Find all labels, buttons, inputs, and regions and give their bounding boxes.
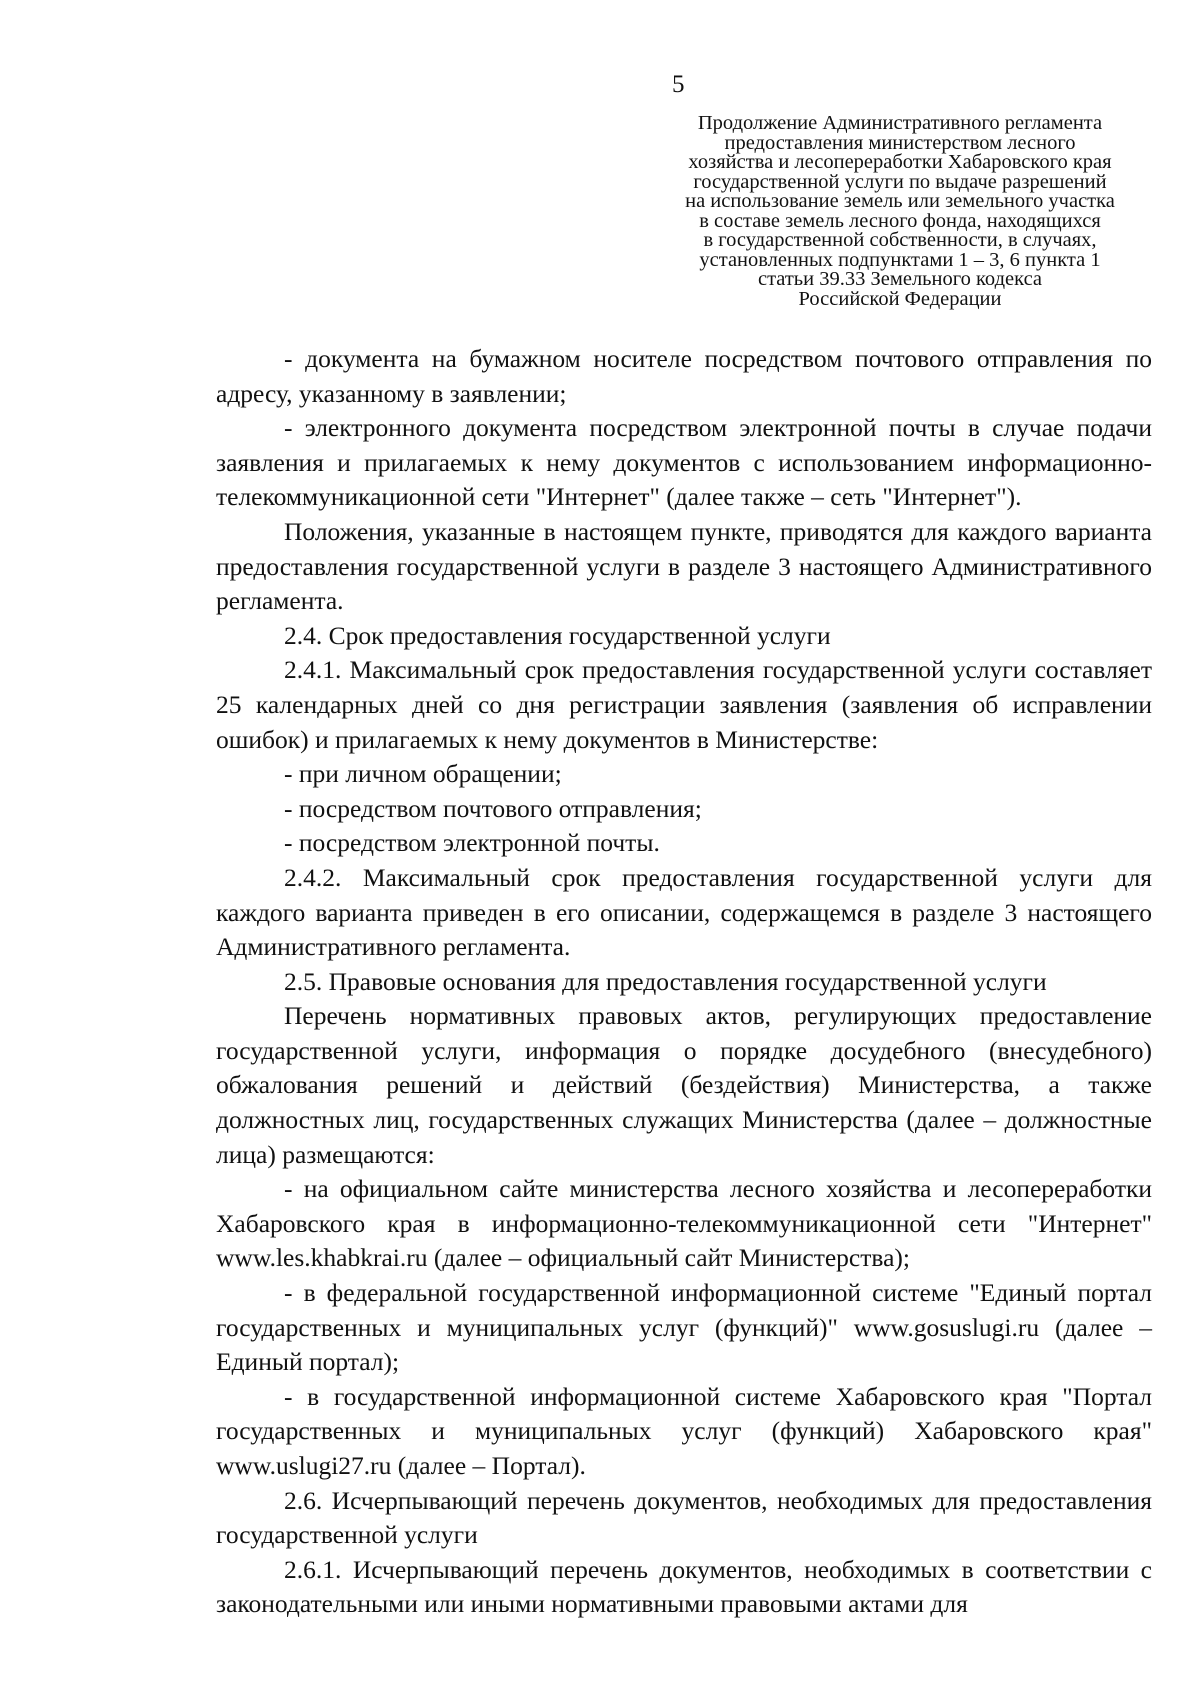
header-line: в государственной собственности, в случаях, <box>703 229 1097 251</box>
list-item-postal: - посредством почтового отправления; <box>284 793 702 823</box>
list-item-official-site: - на официальном сайте министерства лесного хозяйства и лесопереработки Хабаровского края в информационно-телекоммуникационной сети "Интернет" www.les.khabkrai.ru (далее – официальный сайт Министерства); <box>216 1174 1152 1273</box>
header-line: хозяйства и лесопереработки Хабаровского края <box>688 151 1112 173</box>
paragraph-provisions: Положения, указанные в настоящем пункте, приводятся для каждого варианта предоставления государственной услуги в разделе 3 настоящего Административного регламента. <box>216 516 1152 616</box>
paragraph-electronic-document: - электронного документа посредством электронной почты в случае подачи заявления и прилагаемых к нему документов с использованием информационно-телекоммуникационной сети "Интернет" (далее также – сеть "Интернет"). <box>216 413 1152 512</box>
header-line: Продолжение Административного регламента <box>697 112 1103 134</box>
header-line: предоставления министерством лесного <box>724 131 1076 154</box>
paragraph-2-6-1: 2.6.1. Исчерпывающий перечень документов, необходимых в соответствии с законодательными или иными нормативными правовыми актами для <box>216 1554 1152 1619</box>
paragraph-paper-document: - документа на бумажном носителе посредством почтового отправления по адресу, указанному в заявлении; <box>216 344 1152 408</box>
list-item-unified-portal: - в федеральной государственной информационной системе "Единый портал государственных и муниципальных услуг (функций)" www.gosuslugi.ru (далее – Единый портал); <box>216 1278 1152 1377</box>
list-item-regional-portal: - в государственной информационной системе Хабаровского края "Портал государственных и муниципальных услуг (функций) Хабаровского края" www.uslugi27.ru (далее – Портал). <box>216 1381 1152 1480</box>
header-line: на использование земель или земельного участка <box>685 190 1115 212</box>
document-body <box>216 342 1152 1622</box>
paragraph-2-4-2: 2.4.2. Максимальный срок предоставления государственной услуги для каждого варианта приведен в его описании, содержащемся в разделе 3 настоящего Административного регламента. <box>216 862 1152 962</box>
header-line: государственной услуги по выдаче разрешений <box>693 170 1107 193</box>
header-line: в составе земель лесного фонда, находящихся <box>699 209 1101 232</box>
header-line: Российской Федерации <box>798 287 1002 310</box>
section-heading-2-5: 2.5. Правовые основания для предоставления государственной услуги <box>284 966 1047 996</box>
section-heading-2-6: 2.6. Исчерпывающий перечень документов, необходимых для предоставления государственной услуги <box>216 1485 1152 1550</box>
paragraph-2-4-1: 2.4.1. Максимальный срок предоставления государственной услуги составляет 25 календарных дней со дня регистрации заявления (заявления об исправлении ошибок) и прилагаемых к нему документов в Министерстве: <box>216 655 1152 754</box>
regulation-header <box>640 114 1160 309</box>
list-item-email: - посредством электронной почты. <box>284 828 660 858</box>
page-number: 5 <box>672 71 685 98</box>
list-item-personal-visit: - при личном обращении; <box>284 759 562 789</box>
header-line: статьи 39.33 Земельного кодекса <box>757 268 1043 290</box>
section-heading-2-4: 2.4. Срок предоставления государственной услуги <box>284 620 831 650</box>
header-line: установленных подпунктами 1 – 3, 6 пункта 1 <box>699 248 1101 271</box>
paragraph-legal-acts-list: Перечень нормативных правовых актов, регулирующих предоставление государственной услуги, информация о порядке досудебного (внесудебного) обжалования решений и действий (бездействия) Министерства, а также должностных лиц, государственных служащих Министерства (далее – должностные лица) размещаются: <box>216 1001 1152 1169</box>
